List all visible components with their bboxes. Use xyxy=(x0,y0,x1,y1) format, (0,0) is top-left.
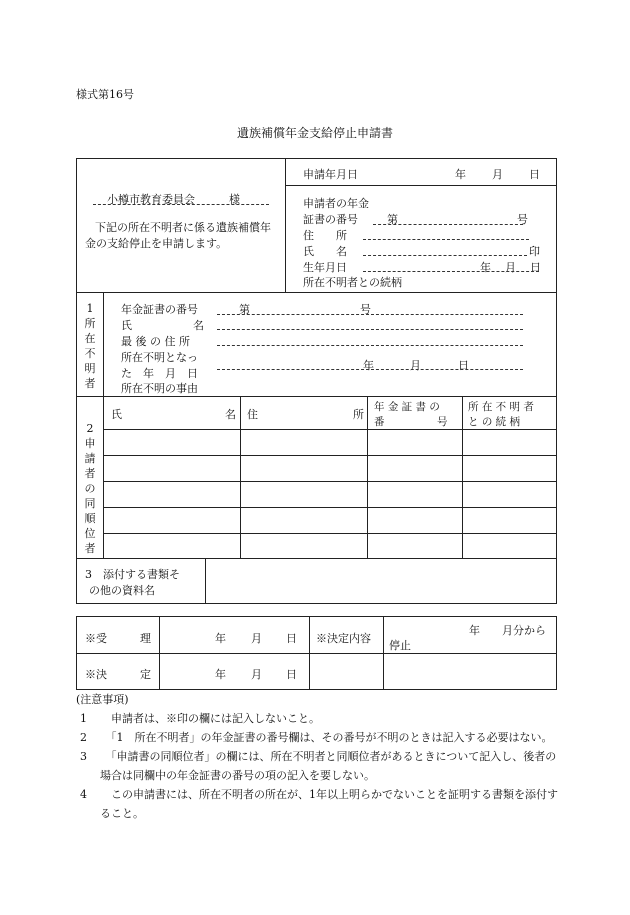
section-divider-2 xyxy=(77,396,556,397)
s2-row-line-4 xyxy=(103,533,556,534)
decided-year: 年 xyxy=(215,668,226,681)
s1-name-b: 名 xyxy=(193,319,204,332)
s3-label-2: の他の資料名 xyxy=(89,584,155,597)
note-number: 1 xyxy=(80,712,87,725)
honorific: 様 xyxy=(229,193,240,206)
s2-col-addr-a: 住 xyxy=(247,408,258,421)
seal-mark: 印 xyxy=(529,245,540,258)
s1-reason: 所在不明の事由 xyxy=(121,382,198,395)
request-text: 下記の所在不明者に係る遺族補償年金の支給停止を申請します。 xyxy=(85,221,271,250)
section-divider-1 xyxy=(77,292,556,293)
decided-label: ※決 定 xyxy=(85,668,151,681)
s2-col-rel-2: と の 続 柄 xyxy=(468,416,521,428)
name-label: 氏 名 xyxy=(303,245,347,258)
birth-field[interactable] xyxy=(363,271,539,272)
note-item xyxy=(76,747,566,785)
s2-row-line-1 xyxy=(103,455,556,456)
date-year: 年 xyxy=(455,168,466,181)
address-field[interactable] xyxy=(363,239,529,240)
note-number: 3 xyxy=(80,750,87,763)
relation-label: 所在不明者との続柄 xyxy=(303,276,402,289)
date-month: 月 xyxy=(492,168,503,181)
s1-last-address: 最 後 の 住 所 xyxy=(121,335,190,348)
received-month: 月 xyxy=(251,632,262,645)
name-field[interactable] xyxy=(363,255,527,256)
cert-dai: 第 xyxy=(387,213,398,226)
office-row-line xyxy=(77,653,556,654)
note-text: 申請者は、※印の欄には記入しないこと。 xyxy=(111,712,320,725)
s2-header-line xyxy=(103,429,556,430)
s2-col-cert-2: 番 号 xyxy=(374,416,448,428)
section2-side-label: 2申請者の同順位者 xyxy=(84,422,96,555)
s1-address-field[interactable] xyxy=(217,345,523,346)
form-number: 様式第16号 xyxy=(76,88,134,101)
application-form xyxy=(76,158,557,604)
s1-month: 月 xyxy=(410,359,421,372)
s2-col-cert-1: 年 金 証 書 の xyxy=(374,401,440,413)
cert-field[interactable] xyxy=(373,224,523,225)
date-day: 日 xyxy=(529,168,540,181)
side-column-line xyxy=(103,292,104,558)
birth-month: 月 xyxy=(505,261,516,274)
cert-go: 号 xyxy=(517,213,528,226)
notes-section xyxy=(76,690,566,823)
s3-col-line xyxy=(205,558,206,603)
note-text: 「1 所在不明者」の年金証書の番号欄は、その番号が不明のときは記入する必要はない。 xyxy=(111,731,553,744)
cert-label-1: 申請者の年金 xyxy=(303,197,369,210)
s3-label-1: 3 添付する書類そ xyxy=(85,568,180,581)
decided-day: 日 xyxy=(286,668,297,681)
birth-label: 生年月日 xyxy=(303,261,347,274)
s1-cert-dai: 第 xyxy=(239,303,250,316)
office-col-1 xyxy=(159,617,160,689)
decided-month: 月 xyxy=(251,668,262,681)
s1-day: 日 xyxy=(458,359,469,372)
note-text: この申請書には、所在不明者の所在が、1年以上明らかでないことを証明する書類を添付すること。 xyxy=(100,788,558,820)
s2-col-addr-b: 所 xyxy=(353,408,364,421)
s1-name-a: 氏 xyxy=(121,319,132,332)
note-number: 4 xyxy=(80,788,87,801)
section1-side-label: 1所在不明者 xyxy=(84,302,96,390)
s1-cert-go: 号 xyxy=(360,303,371,316)
birth-day: 日 xyxy=(530,261,541,274)
s1-date-field[interactable] xyxy=(217,369,523,370)
received-day: 日 xyxy=(286,632,297,645)
date-label: 申請年月日 xyxy=(303,168,358,181)
note-item xyxy=(76,709,566,728)
office-use-box xyxy=(76,616,557,690)
date-row-line xyxy=(285,185,556,186)
document-title: 遺族補償年金支給停止申請書 xyxy=(236,126,393,140)
received-year: 年 xyxy=(215,632,226,645)
s2-row-line-2 xyxy=(103,481,556,482)
s2-col-rel-1: 所 在 不 明 者 xyxy=(468,401,534,413)
s1-cert-field[interactable] xyxy=(217,314,523,315)
s1-cert-label: 年金証書の番号 xyxy=(121,303,198,316)
note-item xyxy=(76,728,566,747)
section-divider-3 xyxy=(77,558,556,559)
s2-col-name-b: 名 xyxy=(225,408,236,421)
note-item xyxy=(76,785,566,823)
office-col-3 xyxy=(383,617,384,689)
addressee-underline xyxy=(93,204,269,205)
stop-label: 停止 xyxy=(389,639,411,652)
header-split xyxy=(285,159,286,292)
s1-year: 年 xyxy=(363,359,374,372)
addressee: 小樽市教育委員会 xyxy=(107,193,195,206)
address-label: 住 所 xyxy=(303,229,347,242)
notes-heading: (注意事項) xyxy=(76,693,129,706)
note-number: 2 xyxy=(80,731,87,744)
s1-missing-date-1: 所在不明となっ xyxy=(121,351,198,364)
s2-row-line-3 xyxy=(103,507,556,508)
office-col-2 xyxy=(309,617,310,689)
stop-from-month: 年 月分から xyxy=(469,624,546,637)
cert-label-2: 証書の番号 xyxy=(303,213,358,226)
decision-content-label: ※決定内容 xyxy=(316,632,371,645)
s1-missing-date-2: た 年 月 日 xyxy=(121,367,198,380)
birth-year: 年 xyxy=(480,261,491,274)
s1-name-field[interactable] xyxy=(217,329,523,330)
note-text: 「申請書の同順位者」の欄には、所在不明者と同順位者があるときについて記入し、後者の場合は同欄中の年金証書の番号の項の記入を要しない。 xyxy=(100,750,557,782)
s2-col-name-a: 氏 xyxy=(111,408,122,421)
received-label: ※受 理 xyxy=(85,632,151,645)
